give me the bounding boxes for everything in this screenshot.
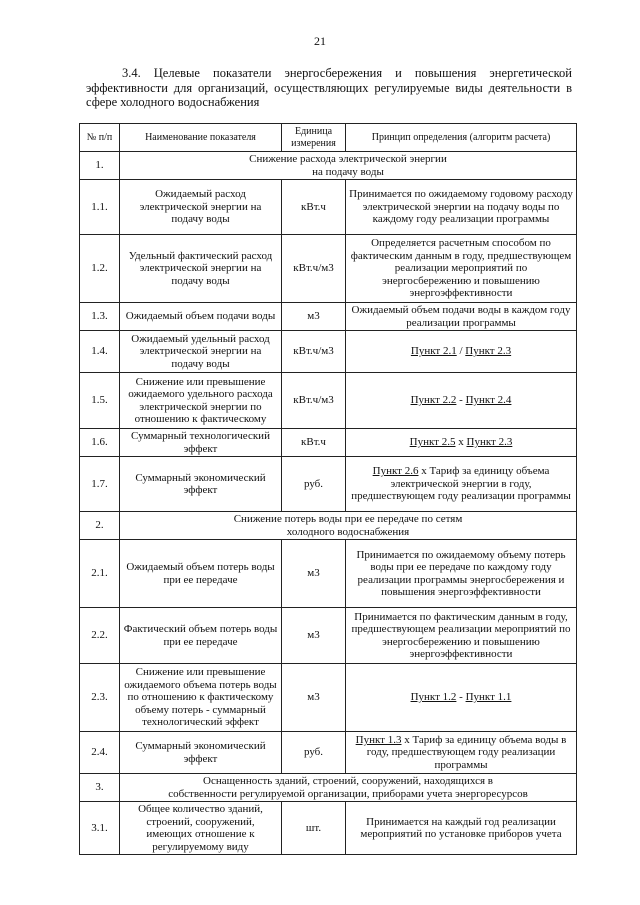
indicators-table <box>79 123 577 855</box>
row-num: 1.3. <box>80 303 120 331</box>
row-principle: Пункт 1.3 х Тариф за единицу объема воды в году, предшествующем году реализации программы <box>346 732 577 774</box>
row-principle: Принимается по фактическим данным в году, предшествующем реализации мероприятий по энергосбережению и повышению энергоэффективности <box>346 608 577 664</box>
section-title: Снижение потерь воды при ее передаче по сетям холодного водоснабжения <box>120 512 577 540</box>
row-unit: кВт.ч/м3 <box>282 235 346 303</box>
row-num: 2.4. <box>80 732 120 774</box>
row-principle: Пункт 2.2 - Пункт 2.4 <box>346 373 577 429</box>
row-principle: Пункт 2.1 / Пункт 2.3 <box>346 331 577 373</box>
row-principle: Пункт 2.5 х Пункт 2.3 <box>346 429 577 457</box>
ref-link: Пункт 2.4 <box>465 394 512 407</box>
row-unit: шт. <box>282 802 346 855</box>
row-num: 2.1. <box>80 540 120 608</box>
row-unit: кВт.ч <box>282 429 346 457</box>
row-unit: кВт.ч/м3 <box>282 373 346 429</box>
header-principle: Принцип определения (алгоритм расчета) <box>346 124 577 152</box>
section-title: Оснащенность зданий, строений, сооружений, находящихся в собственности регулируемой организации, приборами учета энергоресурсов <box>120 774 577 802</box>
row-unit: руб. <box>282 732 346 774</box>
row-name: Общее количество зданий, строений, сооружений, имеющих отношение к регулируемому виду <box>120 802 282 855</box>
header-unit: Единица измерения <box>282 124 346 152</box>
row-principle: Пункт 1.2 - Пункт 1.1 <box>346 664 577 732</box>
row-num: 1.6. <box>80 429 120 457</box>
row-name: Суммарный экономический эффект <box>120 457 282 512</box>
row-name: Ожидаемый объем подачи воды <box>120 303 282 331</box>
ref-link: Пункт 2.5 <box>409 436 456 449</box>
row-name: Фактический объем потерь воды при ее передаче <box>120 608 282 664</box>
row-num: 1.5. <box>80 373 120 429</box>
row-name: Суммарный экономический эффект <box>120 732 282 774</box>
row-unit: руб. <box>282 457 346 512</box>
row-principle: Принимается по ожидаемому годовому расходу электрической энергии на подачу воды по каждому году реализации программы <box>346 180 577 235</box>
row-name: Удельный фактический расход электрической энергии на подачу воды <box>120 235 282 303</box>
table-row <box>80 802 577 855</box>
section-heading: 3.4. Целевые показатели энергосбережения и повышения энергетической эффективности для организаций, осуществляющих регулируемые виды деятельности в сфере холодного водоснабжения <box>86 66 572 109</box>
row-name: Ожидаемый расход электрической энергии на подачу воды <box>120 180 282 235</box>
row-num: 1.4. <box>80 331 120 373</box>
page-number: 21 <box>314 34 326 48</box>
table-row <box>80 235 577 303</box>
table-row <box>80 457 577 512</box>
row-principle: Пункт 2.6 х Тариф за единицу объема электрической энергии в году, предшествующем году реализации программы <box>346 457 577 512</box>
table-row <box>80 732 577 774</box>
row-name: Ожидаемый объем потерь воды при ее передаче <box>120 540 282 608</box>
ref-link: Пункт 2.6 <box>372 465 419 478</box>
row-num: 2.2. <box>80 608 120 664</box>
table-row <box>80 331 577 373</box>
ref-link: Пункт 2.2 <box>410 394 457 407</box>
row-num: 1.7. <box>80 457 120 512</box>
row-principle: Принимается на каждый год реализации мероприятий по установке приборов учета <box>346 802 577 855</box>
section-num: 1. <box>80 152 120 180</box>
row-unit: м3 <box>282 540 346 608</box>
table-row <box>80 664 577 732</box>
table-row <box>80 540 577 608</box>
table-row <box>80 303 577 331</box>
row-unit: м3 <box>282 664 346 732</box>
header-name: Наименование показателя <box>120 124 282 152</box>
section-row <box>80 152 577 180</box>
row-principle: Ожидаемый объем подачи воды в каждом году реализации программы <box>346 303 577 331</box>
row-name: Снижение или превышение ожидаемого удельного расхода электрической энергии по отношению к фактическому <box>120 373 282 429</box>
table-row <box>80 180 577 235</box>
table-header-row <box>80 124 577 152</box>
row-num: 1.2. <box>80 235 120 303</box>
row-num: 3.1. <box>80 802 120 855</box>
row-principle: Принимается по ожидаемому объему потерь воды при ее передаче по каждому году реализации программы энергосбережения и повышения энергоэффективности <box>346 540 577 608</box>
header-num: № п/п <box>80 124 120 152</box>
section-num: 3. <box>80 774 120 802</box>
row-principle: Определяется расчетным способом по фактическим данным в году, предшествующем реализации мероприятий по энергосбережению и повышению энергоэффективности <box>346 235 577 303</box>
table-row <box>80 373 577 429</box>
row-unit: м3 <box>282 303 346 331</box>
ref-link: Пункт 2.3 <box>466 436 513 449</box>
ref-link: Пункт 2.3 <box>465 345 512 358</box>
section-row <box>80 512 577 540</box>
table-row <box>80 608 577 664</box>
ref-link: Пункт 2.1 <box>410 345 457 358</box>
table-row <box>80 429 577 457</box>
row-num: 2.3. <box>80 664 120 732</box>
section-num: 2. <box>80 512 120 540</box>
row-unit: кВт.ч/м3 <box>282 331 346 373</box>
ref-link: Пункт 1.3 <box>355 733 402 746</box>
ref-link: Пункт 1.1 <box>465 691 512 704</box>
row-num: 1.1. <box>80 180 120 235</box>
row-name: Суммарный технологический эффект <box>120 429 282 457</box>
row-unit: кВт.ч <box>282 180 346 235</box>
row-unit: м3 <box>282 608 346 664</box>
section-title: Снижение расхода электрической энергии на подачу воды <box>120 152 577 180</box>
row-name: Ожидаемый удельный расход электрической энергии на подачу воды <box>120 331 282 373</box>
section-row <box>80 774 577 802</box>
row-name: Снижение или превышение ожидаемого объема потерь воды по отношению к фактическому объему потерь - суммарный технологический эффект <box>120 664 282 732</box>
ref-link: Пункт 1.2 <box>410 691 457 704</box>
